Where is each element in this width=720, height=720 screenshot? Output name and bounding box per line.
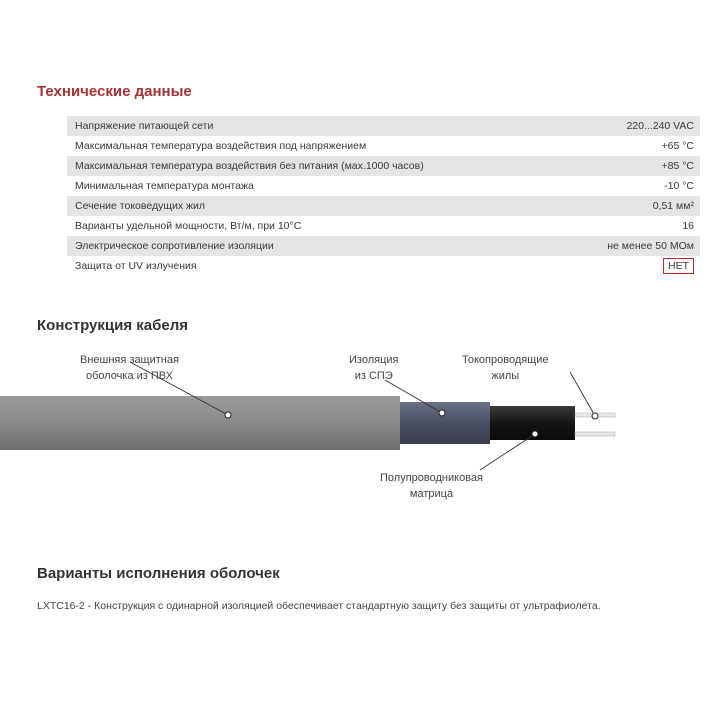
spec-value: 220...240 VAC [626,120,694,132]
variants-section-title: Варианты исполнения оболочек [37,565,280,582]
leader-dot [225,412,231,418]
spec-row [67,196,700,216]
outer-sheath-label-line2: оболочка из ПВХ [85,370,173,382]
spec-table [67,116,700,276]
spec-row [67,156,700,176]
matrix-label-line2: матрица [409,488,454,500]
outer-sheath-label-line1: Внешняя защитная [80,354,179,366]
spec-label: Сечение токоведущих жил [75,200,206,212]
leader-dot [592,413,598,419]
cable-diagram [0,340,720,520]
spec-row [67,236,700,256]
insulation-layer [400,402,490,444]
spec-label: Максимальная температура воздействия под напряжением [75,140,367,152]
outer-sheath [0,396,400,450]
conductor-wire [575,432,615,436]
spec-label: Максимальная температура воздействия без питания (мах.1000 часов) [75,160,424,172]
spec-row [67,216,700,236]
leader-dot [439,410,445,416]
conductors-label-line2: жилы [491,370,520,382]
spec-label: Напряжение питающей сети [75,120,214,132]
spec-label: Защита от UV излучения [75,260,197,272]
matrix-label [380,470,483,502]
matrix-label-line1: Полупроводниковая [380,472,483,484]
spec-row [67,136,700,156]
outer-sheath-label [80,352,179,384]
uv-protection-badge: НЕТ [663,258,694,274]
tech-section-title: Технические данные [37,83,192,100]
conductors-label-line1: Токопроводящие [462,354,549,366]
insulation-label [349,352,398,384]
spec-label: Варианты удельной мощности, Вт/м, при 10°С [75,220,302,232]
spec-value: +65 °C [661,140,694,152]
spec-value: 16 [682,220,694,232]
construction-section-title: Конструкция кабеля [37,317,188,334]
spec-value: 0,51 мм² [652,200,694,212]
spec-value: -10 °C [664,180,694,192]
variants-description: LXTC16-2 - Конструкция с одинарной изоляцией обеспечивает стандартную защиту без защиты от ультрафиолета. [37,600,601,612]
spec-value: не менее 50 МОм [607,240,694,252]
leader-dot [532,431,538,437]
spec-row [67,176,700,196]
spec-value: +85 °C [661,160,694,172]
spec-label: Минимальная температура монтажа [75,180,254,192]
spec-row [67,116,700,136]
spec-row [67,256,700,276]
spec-label: Электрическое сопротивление изоляции [75,240,274,252]
insulation-label-line1: Изоляция [349,354,399,366]
conductors-label [462,352,549,384]
insulation-label-line2: из СПЭ [354,370,393,382]
